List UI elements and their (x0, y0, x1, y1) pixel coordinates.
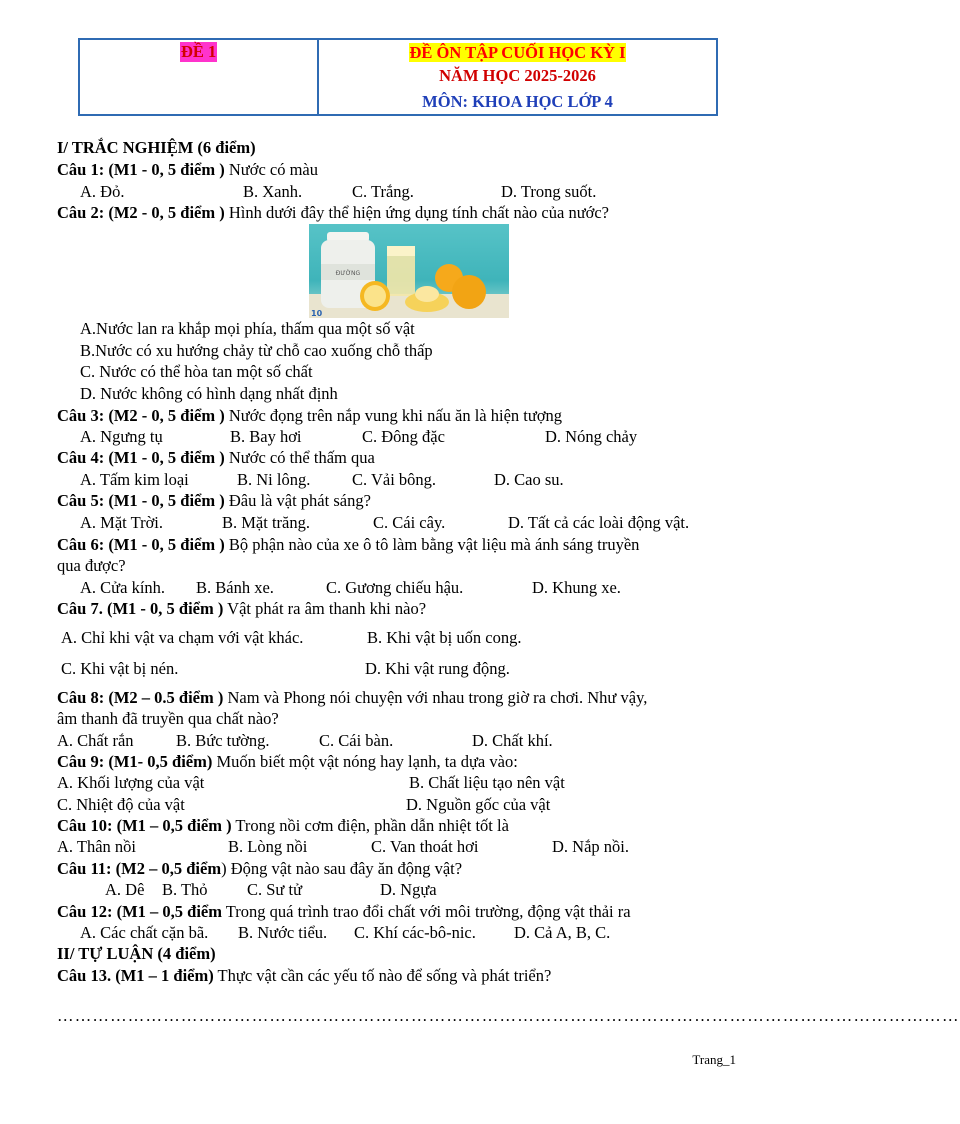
q8-option-b: B. Bức tường. (176, 731, 270, 750)
question-12: Câu 12: (M1 – 0,5 điểm Trong quá trình trao đổi chất với môi trường, động vật thải ra (57, 902, 631, 921)
q5-option-d: D. Tất cả các loài động vật. (508, 513, 690, 532)
q5-option-b: B. Mặt trăng. (222, 513, 310, 532)
question-8-continued: âm thanh đã truyền qua chất nào? (57, 709, 279, 728)
q11-option-c: C. Sư tử (247, 880, 303, 899)
question-8: Câu 8: (M2 – 0.5 điểm ) Nam và Phong nói chuyện với nhau trong giờ ra chơi. Như vậy, (57, 688, 648, 707)
question-6-continued: qua được? (57, 556, 126, 575)
school-year: NĂM HỌC 2025-2026 (439, 66, 596, 85)
page-number: Trang_1 (692, 1052, 736, 1067)
q10-option-a: A. Thân nồi (57, 837, 136, 856)
exam-title: ĐỀ ÔN TẬP CUỐI HỌC KỲ I (409, 43, 626, 62)
q4-option-b: B. Ni lông. (237, 470, 311, 489)
q7-option-c: C. Khi vật bị nén. (61, 659, 179, 678)
question-9: Câu 9: (M1- 0,5 điểm) Muốn biết một vật nóng hay lạnh, ta dựa vào: (57, 752, 518, 771)
q5-option-c: C. Cái cây. (373, 513, 446, 532)
q4-option-d: D. Cao su. (494, 470, 564, 489)
q9-option-c: C. Nhiệt độ của vật (57, 795, 185, 814)
q4-option-c: C. Vải bông. (352, 470, 437, 489)
q11-option-a: A. Dê (105, 880, 145, 899)
q1-option-a: A. Đỏ. (80, 182, 125, 201)
q2-option-a: A.Nước lan ra khắp mọi phía, thấm qua một số vật (80, 319, 415, 338)
q11-option-d: D. Ngựa (380, 880, 437, 899)
q5-option-a: A. Mặt Trời. (80, 513, 163, 532)
q3-option-b: B. Bay hơi (230, 427, 302, 446)
q3-option-c: C. Đông đặc (362, 427, 445, 446)
image-corner-label: 10 (311, 309, 323, 318)
question-11: Câu 11: (M2 – 0,5 điểm) Động vật nào sau đây ăn động vật? (57, 859, 463, 878)
q6-option-d: D. Khung xe. (532, 578, 621, 597)
q7-option-b: B. Khi vật bị uốn cong. (367, 628, 522, 647)
question-3: Câu 3: (M2 - 0, 5 điểm ) Nước đọng trên nắp vung khi nấu ăn là hiện tượng (57, 406, 563, 425)
q1-option-b: B. Xanh. (243, 182, 303, 201)
section-2-heading: II/ TỰ LUẬN (4 điểm) (57, 944, 216, 963)
header-left-cell (80, 40, 319, 114)
exam-number-label: ĐỀ 1 (181, 42, 217, 61)
q8-option-d: D. Chất khí. (472, 731, 553, 750)
q3-option-d: D. Nóng chảy (545, 427, 638, 446)
q9-option-b: B. Chất liệu tạo nên vật (409, 773, 565, 792)
sugar-lemon-water-image (309, 224, 509, 318)
q6-option-c: C. Gương chiếu hậu. (326, 578, 464, 597)
q3-option-a: A. Ngưng tụ (80, 427, 163, 446)
subject-title: MÔN: KHOA HỌC LỚP 4 (422, 92, 613, 111)
illustration (309, 224, 509, 318)
q8-option-c: C. Cái bàn. (319, 731, 394, 750)
q9-option-a: A. Khối lượng của vật (57, 773, 205, 792)
q1-option-d: D. Trong suốt. (501, 182, 597, 201)
question-10: Câu 10: (M1 – 0,5 điểm ) Trong nồi cơm điện, phần dẫn nhiệt tốt là (57, 816, 509, 835)
q4-option-a: A. Tấm kim loại (80, 470, 189, 489)
header-right-cell (319, 40, 716, 114)
section-1-heading: I/ TRẮC NGHIỆM (6 điểm) (57, 138, 256, 157)
question-6: Câu 6: (M1 - 0, 5 điểm ) Bộ phận nào của xe ô tô làm bằng vật liệu mà ánh sáng truyền (57, 535, 640, 554)
q2-option-b: B.Nước có xu hướng chảy từ chỗ cao xuống chỗ thấp (80, 341, 433, 360)
q1-option-c: C. Trắng. (352, 182, 414, 201)
answer-line[interactable]: ……………………………………………………………………………………………………………………………………… (57, 1006, 960, 1025)
q8-option-a: A. Chất rắn (57, 731, 134, 750)
q9-option-d: D. Nguồn gốc của vật (406, 795, 551, 814)
q6-option-a: A. Cửa kính. (80, 578, 166, 597)
q12-option-d: D. Cả A, B, C. (514, 923, 611, 942)
q12-option-a: A. Các chất cặn bã. (80, 923, 209, 942)
q7-option-d: D. Khi vật rung động. (365, 659, 510, 678)
q10-option-c: C. Van thoát hơi (371, 837, 479, 856)
jar-label: ĐƯỜNG (335, 270, 361, 277)
q11-option-b: B. Thỏ (162, 880, 208, 899)
q12-option-c: C. Khí các-bô-nic. (354, 923, 476, 942)
q12-option-b: B. Nước tiểu. (238, 923, 328, 942)
question-7: Câu 7. (M1 - 0, 5 điểm ) Vật phát ra âm thanh khi nào? (57, 599, 427, 618)
question-1: Câu 1: (M1 - 0, 5 điểm ) Nước có màu (57, 160, 318, 179)
q10-option-b: B. Lòng nồi (228, 837, 308, 856)
q6-option-b: B. Bánh xe. (196, 578, 274, 597)
q10-option-d: D. Nắp nồi. (552, 837, 629, 856)
header-table (78, 38, 718, 116)
question-4: Câu 4: (M1 - 0, 5 điểm ) Nước có thể thấm qua (57, 448, 375, 467)
q2-option-d: D. Nước không có hình dạng nhất định (80, 384, 338, 403)
question-2: Câu 2: (M2 - 0, 5 điểm ) Hình dưới đây thể hiện ứng dụng tính chất nào của nước? (57, 203, 610, 222)
question-13: Câu 13. (M1 – 1 điểm) Thực vật cần các yếu tố nào để sống và phát triển? (57, 966, 552, 985)
q2-option-c: C. Nước có thể hòa tan một số chất (80, 362, 313, 381)
question-5: Câu 5: (M1 - 0, 5 điểm ) Đâu là vật phát sáng? (57, 491, 371, 510)
q7-option-a: A. Chỉ khi vật va chạm với vật khác. (61, 628, 304, 647)
